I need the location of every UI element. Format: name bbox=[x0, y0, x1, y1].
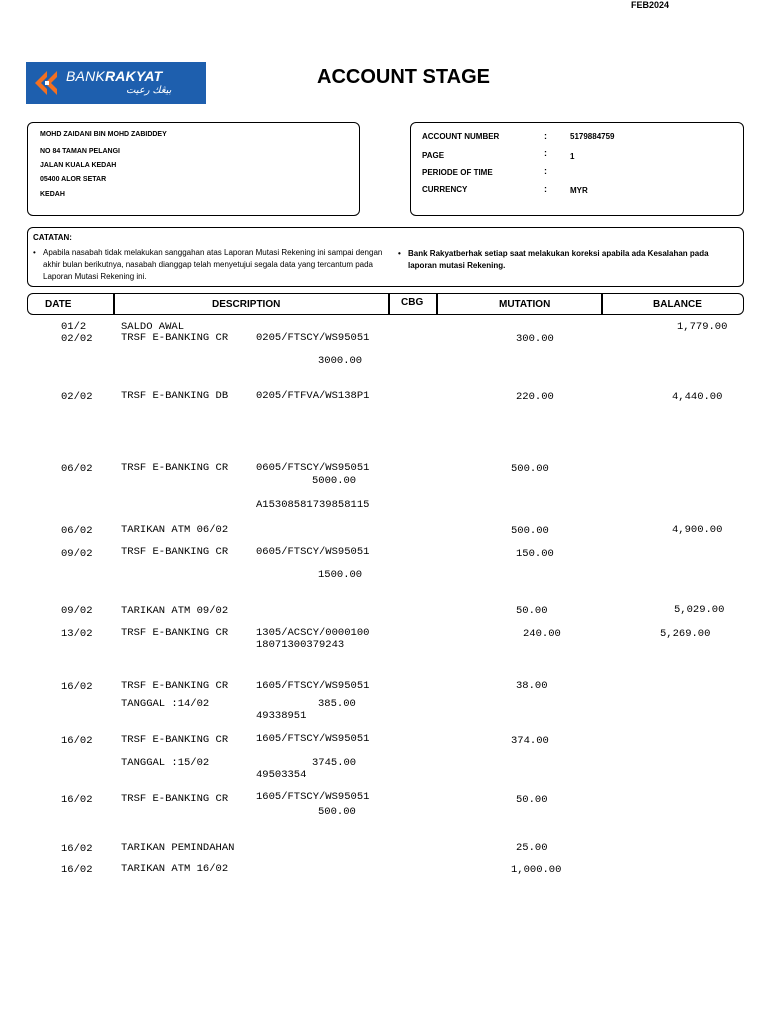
row-description: TRSF E-BANKING CR bbox=[121, 734, 229, 746]
row-description: TARIKAN PEMINDAHAN bbox=[121, 842, 235, 854]
row-amount: 3745.00 bbox=[312, 757, 357, 769]
row-reference-2: 49338951 bbox=[256, 710, 307, 722]
column-divider bbox=[113, 294, 115, 314]
row-reference: 1305/ACSCY/0000100 bbox=[256, 627, 370, 639]
page-label: PAGE bbox=[422, 151, 445, 160]
row-mutation: 1,000.00 bbox=[511, 864, 562, 876]
description-header: DESCRIPTION bbox=[212, 299, 281, 310]
row-mutation: 220.00 bbox=[516, 391, 554, 403]
row-mutation: 374.00 bbox=[511, 735, 549, 747]
currency-value: MYR bbox=[570, 186, 588, 195]
date-header: DATE bbox=[45, 299, 72, 310]
row-description: TARIKAN ATM 09/02 bbox=[121, 605, 229, 617]
row-reference: 0205/FTSCY/WS95051 bbox=[256, 332, 370, 344]
customer-state: KEDAH bbox=[40, 191, 65, 198]
row-reference-2: 18071300379243 bbox=[256, 639, 345, 651]
row-description: TRSF E-BANKING CR bbox=[121, 546, 229, 558]
logo-wordmark: BANKRAKYAT bbox=[66, 68, 163, 84]
statement-period: FEB2024 bbox=[631, 0, 670, 10]
row-date: 16/02 bbox=[61, 864, 93, 876]
row-description: SALDO AWAL bbox=[121, 321, 185, 333]
row-amount: 3000.00 bbox=[318, 355, 363, 367]
row-balance: 4,440.00 bbox=[672, 391, 723, 403]
row-date: 16/02 bbox=[61, 681, 93, 693]
row-reference: 1605/FTSCY/WS95051 bbox=[256, 791, 370, 803]
page-title: ACCOUNT STAGE bbox=[317, 66, 490, 88]
row-date: 02/02 bbox=[61, 333, 93, 345]
row-mutation: 240.00 bbox=[523, 628, 561, 640]
row-reference: 0605/FTSCY/WS95051 bbox=[256, 546, 370, 558]
row-amount: 385.00 bbox=[318, 698, 356, 710]
mutation-header: MUTATION bbox=[499, 299, 551, 310]
row-mutation: 300.00 bbox=[516, 333, 554, 345]
row-reference: 0605/FTSCY/WS95051 bbox=[256, 462, 370, 474]
row-amount: 5000.00 bbox=[312, 475, 357, 487]
currency-label: CURRENCY bbox=[422, 185, 468, 194]
customer-address-line-1: NO 84 TAMAN PELANGI bbox=[40, 148, 120, 155]
row-mutation: 500.00 bbox=[511, 463, 549, 475]
row-amount: 1500.00 bbox=[318, 569, 363, 581]
row-date: 06/02 bbox=[61, 463, 93, 475]
row-date: 09/02 bbox=[61, 605, 93, 617]
row-mutation: 150.00 bbox=[516, 548, 554, 560]
row-description: TRSF E-BANKING DB bbox=[121, 390, 229, 402]
row-mutation: 38.00 bbox=[516, 680, 548, 692]
bank-rakyat-logo bbox=[26, 62, 206, 104]
row-date: 06/02 bbox=[61, 525, 93, 537]
customer-info-box bbox=[27, 122, 360, 216]
customer-address-line-2: JALAN KUALA KEDAH bbox=[40, 162, 117, 169]
row-description: TARIKAN ATM 06/02 bbox=[121, 524, 229, 536]
bullet: • bbox=[33, 248, 36, 257]
row-subtext: TANGGAL :14/02 bbox=[121, 698, 210, 710]
column-divider bbox=[388, 294, 390, 314]
row-description: TRSF E-BANKING CR bbox=[121, 627, 229, 639]
row-reference: 1605/FTSCY/WS95051 bbox=[256, 733, 370, 745]
table-header bbox=[27, 293, 744, 315]
row-date: 09/02 bbox=[61, 548, 93, 560]
row-description: TRSF E-BANKING CR bbox=[121, 462, 229, 474]
row-mutation: 500.00 bbox=[511, 525, 549, 537]
notes-right-text: Bank Rakyatberhak setiap saat melakukan koreksi apabila ada Kesalahan pada laporan mutasi Rekening. bbox=[408, 249, 709, 270]
row-description: TRSF E-BANKING CR bbox=[121, 332, 229, 344]
row-balance: 5,269.00 bbox=[660, 628, 711, 640]
row-balance: 5,029.00 bbox=[674, 604, 725, 616]
column-divider bbox=[436, 294, 438, 314]
row-description: TRSF E-BANKING CR bbox=[121, 793, 229, 805]
cbg-header: CBG bbox=[401, 297, 424, 308]
bullet: • bbox=[398, 249, 401, 258]
row-date: 13/02 bbox=[61, 628, 93, 640]
row-reference-2: 49503354 bbox=[256, 769, 307, 781]
row-reference-2: A15308581739858115 bbox=[256, 499, 370, 511]
account-number-value: 5179884759 bbox=[570, 132, 615, 141]
customer-name: MOHD ZAIDANI BIN MOHD ZABIDDEY bbox=[40, 131, 167, 138]
notes-right-item bbox=[398, 248, 728, 272]
account-number-label: ACCOUNT NUMBER bbox=[422, 132, 500, 141]
row-mutation: 25.00 bbox=[516, 842, 548, 854]
row-mutation: 50.00 bbox=[516, 605, 548, 617]
row-mutation: 50.00 bbox=[516, 794, 548, 806]
page-value: 1 bbox=[570, 152, 575, 161]
row-date: 16/02 bbox=[61, 735, 93, 747]
colon: : bbox=[544, 148, 547, 158]
notes-box bbox=[27, 227, 744, 287]
notes-left-text: Apabila nasabah tidak melakukan sanggahan atas Laporan Mutasi Rekening ini sampai dengan akhir bulan berikutnya, nasabah dianggap telah menyetujui segala data yang tercantum pada Laporan Mutasi Rekening ini. bbox=[43, 248, 383, 281]
row-subtext: TANGGAL :15/02 bbox=[121, 757, 210, 769]
column-divider bbox=[601, 294, 603, 314]
notes-left-item bbox=[33, 247, 388, 283]
row-reference: 1605/FTSCY/WS95051 bbox=[256, 680, 370, 692]
colon: : bbox=[544, 166, 547, 176]
bank-emblem-icon bbox=[32, 68, 62, 98]
row-date: 01/2 bbox=[61, 321, 87, 333]
row-description: TARIKAN ATM 16/02 bbox=[121, 863, 229, 875]
colon: : bbox=[544, 184, 547, 194]
account-info-box bbox=[410, 122, 744, 216]
period-label: PERIODE OF TIME bbox=[422, 168, 493, 177]
row-balance: 4,900.00 bbox=[672, 524, 723, 536]
row-date: 02/02 bbox=[61, 391, 93, 403]
notes-heading: CATATAN: bbox=[33, 233, 72, 242]
row-date: 16/02 bbox=[61, 794, 93, 806]
row-description: TRSF E-BANKING CR bbox=[121, 680, 229, 692]
colon: : bbox=[544, 131, 547, 141]
balance-header: BALANCE bbox=[653, 299, 702, 310]
row-reference: 0205/FTFVA/WS138P1 bbox=[256, 390, 370, 402]
row-date: 16/02 bbox=[61, 843, 93, 855]
logo-jawi-text: بيڠك رعيت bbox=[126, 85, 172, 96]
customer-address-line-3: 05400 ALOR SETAR bbox=[40, 176, 107, 183]
row-balance: 1,779.00 bbox=[677, 321, 728, 333]
row-amount: 500.00 bbox=[318, 806, 356, 818]
